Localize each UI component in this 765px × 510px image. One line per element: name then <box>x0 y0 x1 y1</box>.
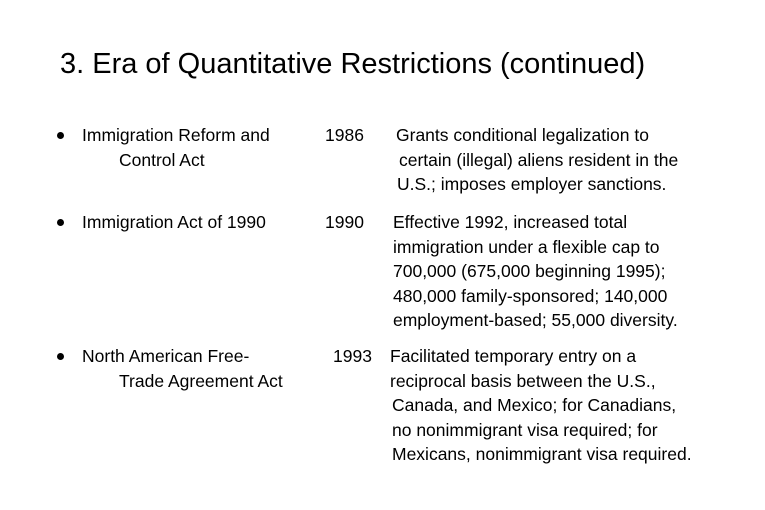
act-year: 1993 <box>333 346 372 366</box>
description-line: 700,000 (675,000 beginning 1995); <box>393 261 666 281</box>
act-name <box>82 344 322 393</box>
description-line: Effective 1992, increased total <box>393 212 628 232</box>
description-line: Facilitated temporary entry on a <box>390 346 637 366</box>
act-name-line: Immigration Reform and <box>82 125 270 145</box>
act-year: 1990 <box>325 212 364 232</box>
slide-title: 3. Era of Quantitative Restrictions (continued) <box>60 48 646 80</box>
act-description <box>396 123 678 197</box>
act-name-line: North American Free- <box>82 346 250 366</box>
description-line: certain (illegal) aliens resident in the <box>399 149 679 170</box>
description-line: 480,000 family-sponsored; 140,000 <box>393 285 668 306</box>
act-description <box>393 210 678 333</box>
act-name <box>82 123 322 172</box>
act-description <box>390 344 692 467</box>
description-line: no nonimmigrant visa required; for <box>392 419 658 440</box>
act-name <box>82 210 322 235</box>
description-line: Mexicans, nonimmigrant visa required. <box>392 444 692 464</box>
bullet-icon <box>57 353 64 360</box>
bullet-icon <box>57 132 64 139</box>
act-name-line: Control Act <box>119 149 205 170</box>
description-line: immigration under a flexible cap to <box>393 236 660 257</box>
bullet-icon <box>57 219 64 226</box>
act-name-line: Immigration Act of 1990 <box>82 212 266 232</box>
description-line: employment-based; 55,000 diversity. <box>393 310 678 330</box>
act-name-line: Trade Agreement Act <box>119 370 283 391</box>
description-line: Grants conditional legalization to <box>396 125 649 145</box>
description-line: Canada, and Mexico; for Canadians, <box>392 395 677 415</box>
act-year: 1986 <box>325 125 364 145</box>
description-line: reciprocal basis between the U.S., <box>390 370 656 391</box>
description-line: U.S.; imposes employer sanctions. <box>397 174 667 194</box>
